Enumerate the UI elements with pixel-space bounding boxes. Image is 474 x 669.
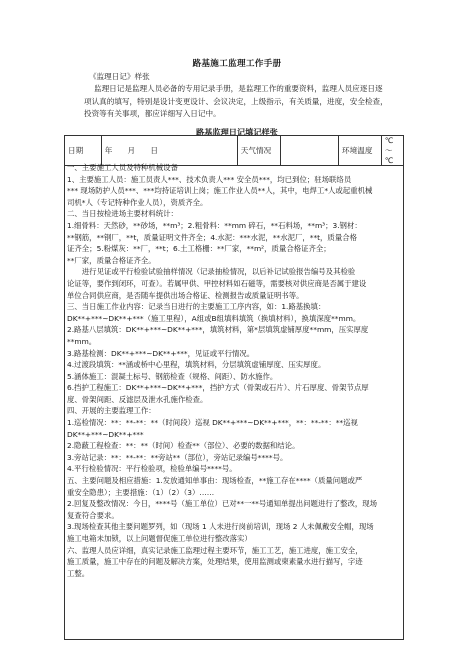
diary-line: 2.回复及整改情况：今日，****号（施工单位）已对**一**号通知单提出问题进行了整改，现场 — [67, 499, 378, 509]
sample-title: 路基监理日记填记样张 — [196, 127, 278, 137]
diary-line: 重安全隐患）；主要措施：（1）（2）（3）…… — [67, 487, 215, 497]
diary-line: *** 现场防护人员***、***均持证培训上岗；施工作业人员**人，其中，电焊工*人或起重机械 — [67, 186, 373, 196]
weather-label: 天气情况 — [237, 136, 280, 166]
diary-line: 一、主要施工人员及特种机械设备 — [67, 163, 178, 172]
diary-line: 四、开展的主要监理工作： — [67, 406, 156, 416]
diary-line: 二、当日按检进场主要材料统计： — [67, 209, 178, 219]
diary-line: 1、主要施工人员：施工员责人***、技术负责人*** 安全员***，均已到位；驻场联络员 — [67, 174, 352, 184]
diary-line: 5.涵体施工：混凝土标号、钢筋检查（规格、间距）、防水施作。 — [67, 371, 278, 381]
diary-line: 2.隐蔽工程检查：**：**（时间）检查**（部位）、必要的数据和结论。 — [67, 441, 300, 451]
diary-line: 论证等，要作到闭环，可查）。若属甲供、甲控材料如石磁等，需要核对供应商是否属于建设 — [67, 278, 367, 288]
intro-line: 项认真的填写，特别是设计变更设计、会议决定，上级指示，有关质量，进度，安全检查， — [84, 96, 388, 106]
temperature-value: ℃～ ℃ — [381, 136, 403, 166]
diary-line: 三、当日施工作业内容：记录当日进行的主要施工工序内容，如：1.路基换填： — [67, 302, 326, 312]
temperature-label: 环境温度 — [339, 136, 382, 166]
diary-line: 工整。 — [67, 568, 90, 578]
intro-paragraph — [84, 71, 400, 121]
intro-line: 监理日记是监理人员必备的专用记录手册，是监理工作的重要资料，监理人员应逐日逐 — [94, 84, 383, 94]
diary-line: 证齐全；5.粉煤灰：**厂，**t；6.土工格栅：**厂家，**m²，质量合格证齐全； — [67, 244, 331, 254]
intro-line: 《监理日记》样张 — [89, 72, 150, 81]
diary-line: 五、主要问题及相应措施：1.发放通知单事由：现场检查，**施工存在****（质量问题或严 — [67, 476, 363, 486]
diary-line: **钢筋，**钢厂，**t，质量证明文件齐全；4.水泥：***水泥，**水泥厂，**t，质量合格 — [67, 232, 357, 242]
diary-line: 1.细骨料：天然砂，**砂场，**m³；2.粗骨料：**mm 碎石，**石料场，**m³；3.钢材： — [67, 220, 362, 230]
diary-line: 司机*人（专记特种作业人员），资质齐全。 — [67, 197, 208, 207]
page-title: 路基施工监理工作手册 — [192, 59, 282, 69]
diary-line: 复查符合要求。 — [67, 510, 119, 520]
diary-line: DK**+***~DK**+*** — [67, 429, 144, 439]
diary-line: **厂家，质量合格证齐全。 — [67, 255, 156, 265]
intro-line: 投资等有关事项，都应详细写入日记中。 — [84, 109, 221, 119]
diary-line: DK**+***~DK**+***（施工里程），A组或B组填料填筑（换填材料），换填深度**mm。 — [67, 313, 361, 323]
diary-line: 6.挡护工程施工：DK**+***~DK**+***，挡护方式（骨架或石片）、片石厚度、骨架节点厚 — [67, 383, 369, 393]
diary-line: 施工质量，施工中存在的问题及解决方案，处理结果，使用监测或柬素量水进行描写，字迹 — [67, 557, 363, 567]
diary-line: 3.旁站记录：**：**-**：**旁站**（部位），旁站记录编号****号。 — [67, 452, 288, 462]
date-value: 年 月 日 — [101, 136, 237, 166]
diary-line: 3.现场检查其他主要问题罗列，如（现场 1 人未进行岗前培训，现场 2 人未佩戴安全帽，现场 — [67, 522, 374, 532]
diary-line: 六、监理人员应详细，真实记录施工监理过程主要环节，施工工艺，施工进度，施工安全， — [67, 545, 363, 555]
diary-line: **mm。 — [67, 336, 97, 346]
diary-line: 2.路基八层填筑：DK**+***~DK**+***，填筑材料，第*层填筑虚铺厚度**mm，压实厚度 — [67, 325, 369, 335]
diary-line: 4.过渡段填筑：**涵或桥中心里程，填筑材料，分层填筑虚铺厚度、压实厚度。 — [67, 360, 326, 370]
diary-line: 度、骨架间距、反滤层及泄水孔施作检查。 — [67, 394, 208, 404]
diary-line: 施工电箱未加锁，以上问题督促施工单位进行整改落实） — [67, 534, 252, 543]
diary-line: 4.平行检验情况：平行检验项，检验单编号****号。 — [67, 464, 237, 474]
diary-line: 进行见证或平行检验试验抽样情况（记录抽检情况，以后补记试验报告编号及其检验 — [67, 267, 356, 277]
diary-body-text — [67, 162, 403, 579]
diary-line: 3.路基检测：DK**+***~DK**+***，见证或平行情况。 — [67, 348, 255, 358]
diary-line: 1.巡检情况：**：**-**：**（时间段）巡视 DK**+***~DK**+***，**：**-**：**巡视 — [67, 418, 358, 428]
diary-line: 单位合同供应商，是否随车提供出场合格证、检测报告或质量证明书等。 — [67, 290, 304, 300]
date-label: 日期 — [65, 136, 102, 166]
